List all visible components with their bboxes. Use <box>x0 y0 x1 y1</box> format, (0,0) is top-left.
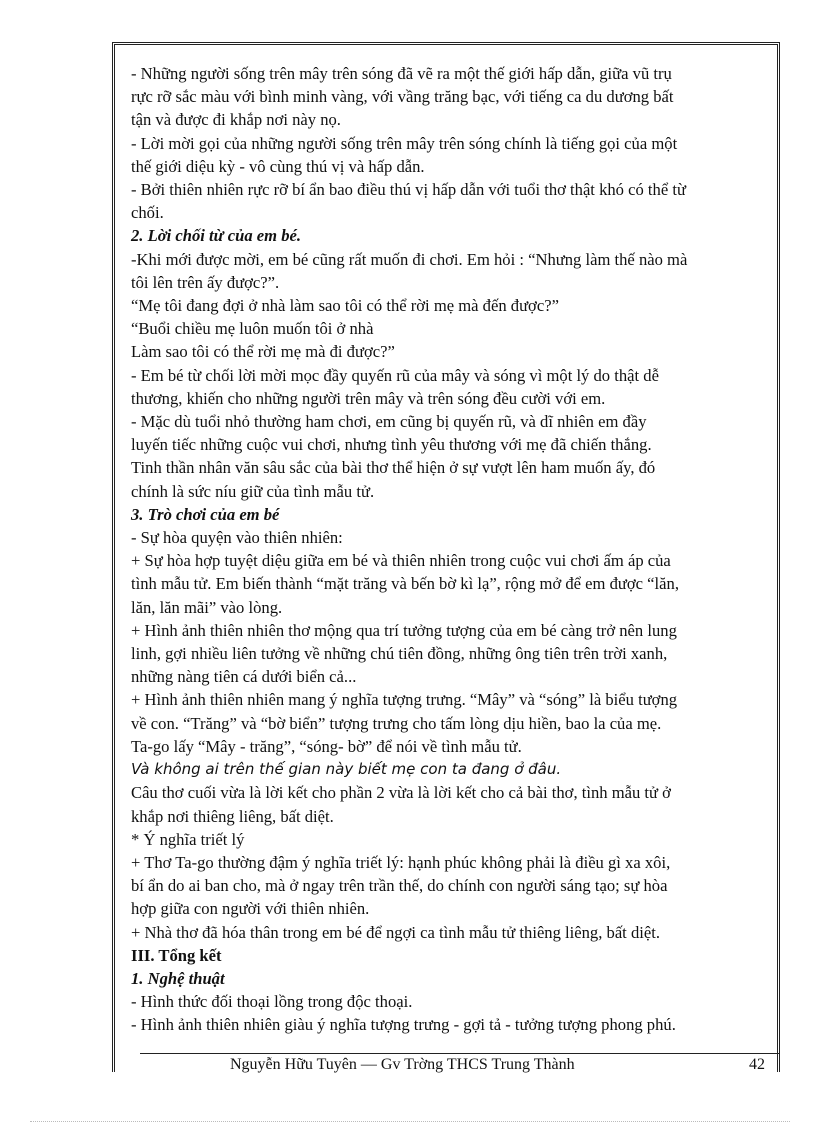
text-line: tận và được đi khắp nơi này nọ. <box>131 110 341 130</box>
section-heading: 2. Lời chối từ của em bé. <box>131 226 302 246</box>
text-line: rực rỡ sắc màu với bình minh vàng, với vầng trăng bạc, với tiếng ca du dương bất <box>131 87 674 107</box>
page-footer <box>140 1056 765 1078</box>
text-line: Câu thơ cuối vừa là lời kết cho phần 2 vừa là lời kết cho cả bài thơ, tình mẫu tử ở <box>131 783 671 803</box>
text-line: + Thơ Ta-go thường đậm ý nghĩa triết lý: hạnh phúc không phải là điều gì xa xôi, <box>131 852 671 872</box>
text-line: + Hình ảnh thiên nhiên thơ mộng qua trí tưởng tượng của em bé càng trở nên lung <box>131 620 677 640</box>
text-line: “Mẹ tôi đang đợi ở nhà làm sao tôi có thể rời mẹ mà đến được?” <box>131 296 559 316</box>
footer-divider <box>140 1053 780 1054</box>
page-number: 42 <box>749 1056 765 1073</box>
page-edge <box>30 1121 790 1122</box>
text-line: - Hình thức đối thoại lồng trong độc thoại. <box>131 992 413 1012</box>
text-line: “Buổi chiều mẹ luôn muốn tôi ở nhà <box>131 319 374 339</box>
text-line: khắp nơi thiêng liêng, bất diệt. <box>131 806 334 826</box>
text-line: lăn, lăn mãi” vào lòng. <box>131 597 283 617</box>
text-line: tôi lên trên ấy được?”. <box>131 272 280 292</box>
text-line: Tinh thần nhân văn sâu sắc của bài thơ thể hiện ở sự vượt lên ham muốn ấy, đó <box>131 458 656 478</box>
text-line: - Hình ảnh thiên nhiên giàu ý nghĩa tượng trưng - gợi tả - tưởng tượng phong phú. <box>131 1015 676 1035</box>
text-line: tình mẫu tử. Em biến thành “mặt trăng và bến bờ kì lạ”, rộng mở để em được “lăn, <box>131 574 679 594</box>
chapter-heading: III. Tổng kết <box>131 945 222 965</box>
text-line: về con. “Trăng” và “bờ biển” tượng trưng cho tấm lòng dịu hiền, bao la của mẹ. <box>131 713 662 733</box>
text-line: + Nhà thơ đã hóa thân trong em bé để ngợi ca tình mẫu tử thiêng liêng, bất diệt. <box>131 922 660 942</box>
section-heading: 3. Trò chơi của em bé <box>131 504 280 524</box>
text-line: chối. <box>131 203 164 223</box>
text-line: - Bởi thiên nhiên rực rỡ bí ẩn bao điều thú vị hấp dẫn với tuổi thơ thật khó có thể từ <box>131 180 686 200</box>
text-line: thế giới diệu kỳ - vô cùng thú vị và hấp dẫn. <box>131 156 425 176</box>
document-body <box>131 62 771 1037</box>
text-line: thương, khiến cho những người trên mây và trên sóng đều cười với em. <box>131 388 606 408</box>
text-line: - Mặc dù tuổi nhỏ thường ham chơi, em cũng bị quyến rũ, và dĩ nhiên em đầy <box>131 412 647 432</box>
text-line: linh, gợi nhiều liên tưởng về những chú tiên đồng, những ông tiên trên trời xanh, <box>131 644 668 664</box>
text-line: - Những người sống trên mây trên sóng đã vẽ ra một thế giới hấp dẫn, giữa vũ trụ <box>131 64 672 83</box>
text-line: những nàng tiên cá dưới biển cả... <box>131 667 357 687</box>
text-line: + Hình ảnh thiên nhiên mang ý nghĩa tượng trưng. “Mây” và “sóng” là biểu tượng <box>131 690 678 710</box>
text-line: - Lời mời gọi của những người sống trên mây trên sóng chính là tiếng gọi của một <box>131 133 678 153</box>
text-line: chính là sức níu giữ của tình mẫu tử. <box>131 481 375 501</box>
text-line: hợp giữa con người với thiên nhiên. <box>131 899 370 919</box>
footer-author: Nguyễn Hữu Tuyên — Gv Trờng THCS Trung Thành <box>230 1056 575 1073</box>
poem-quote: Và không ai trên thế gian này biết mẹ con ta đang ở đâu. <box>131 760 562 779</box>
text-line: -Khi mới được mời, em bé cũng rất muốn đi chơi. Em hỏi : “Nhưng làm thế nào mà <box>131 249 688 269</box>
text-line: + Sự hòa hợp tuyệt diệu giữa em bé và thiên nhiên trong cuộc vui chơi ấm áp của <box>131 551 671 571</box>
text-line: - Em bé từ chối lời mời mọc đầy quyến rũ của mây và sóng vì một lý do thật dễ <box>131 365 659 385</box>
text-line: Ta-go lấy “Mây - trăng”, “sóng- bờ” để nói về tình mẫu tử. <box>131 736 522 756</box>
text-line: bí ẩn do ai ban cho, mà ở ngay trên trần thế, do chính con người sáng tạo; sự hòa <box>131 876 668 896</box>
text-line: luyến tiếc những cuộc vui chơi, nhưng tình yêu thương với mẹ đã chiến thắng. <box>131 435 652 455</box>
section-heading: 1. Nghệ thuật <box>131 968 225 988</box>
text-line: * Ý nghĩa triết lý <box>131 829 245 849</box>
text-line: - Sự hòa quyện vào thiên nhiên: <box>131 528 343 548</box>
text-line: Làm sao tôi có thể rời mẹ mà đi được?” <box>131 342 395 362</box>
